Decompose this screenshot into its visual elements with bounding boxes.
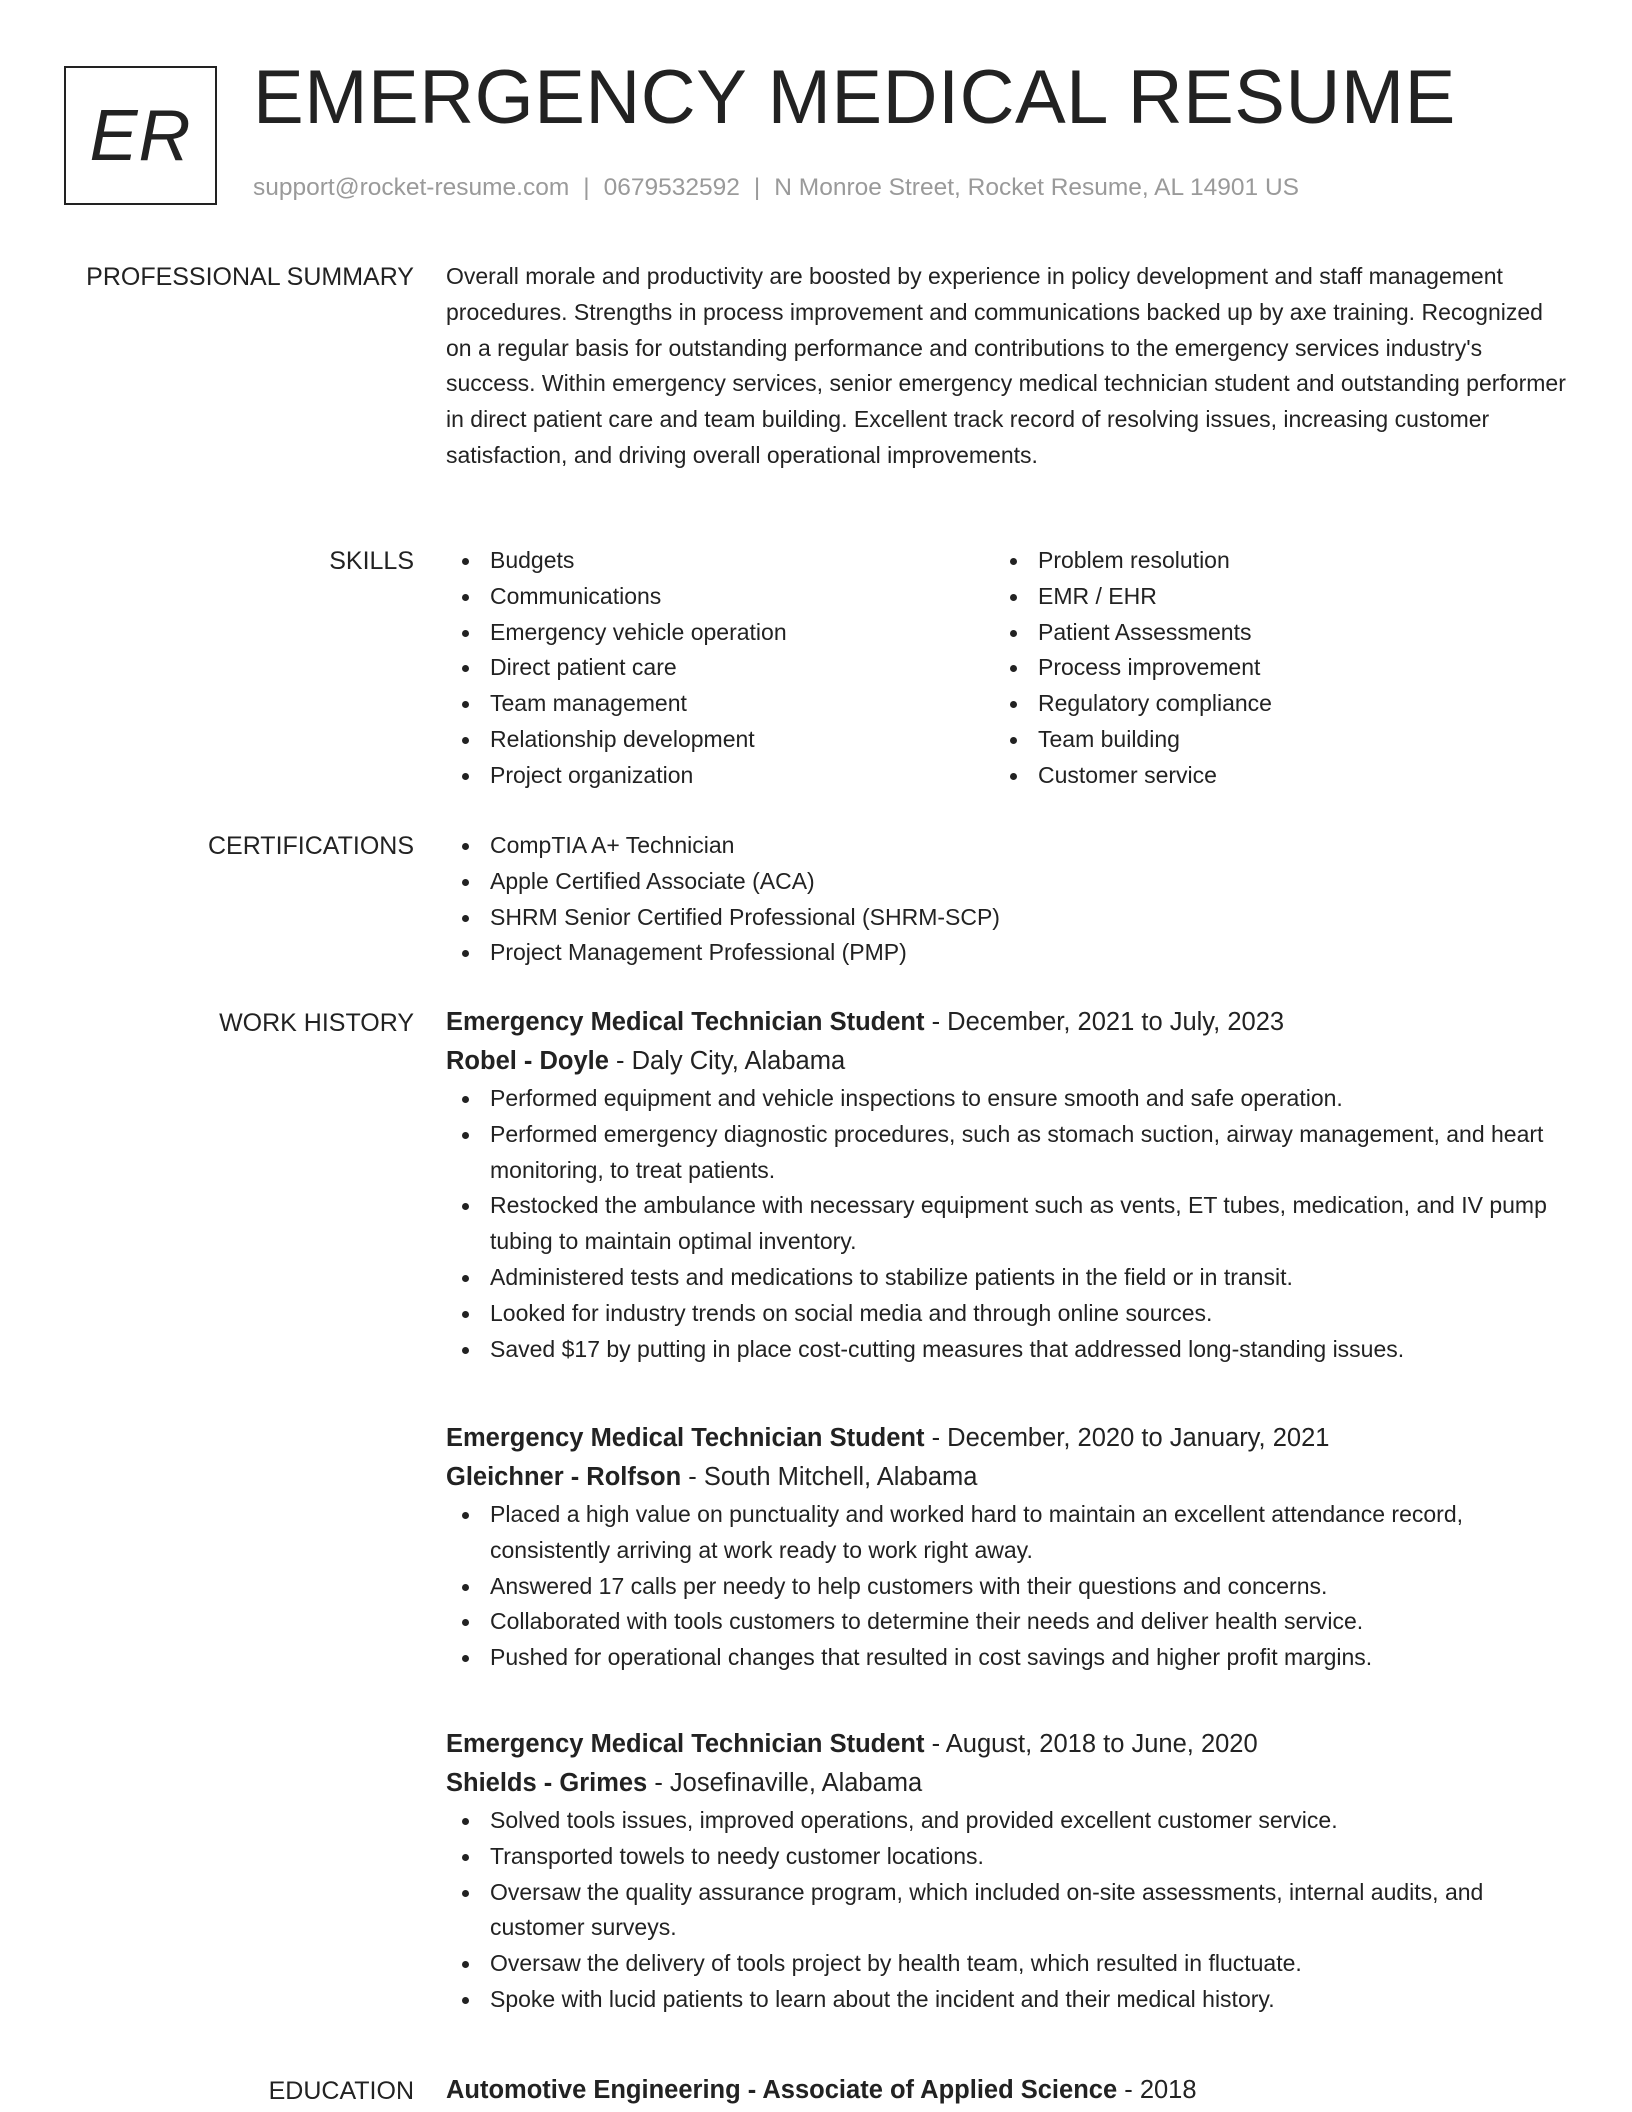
job-company-line bbox=[446, 1764, 1568, 1803]
skill-item: Regulatory compliance bbox=[994, 686, 1542, 722]
job-title: Emergency Medical Technician Student bbox=[446, 1008, 925, 1036]
contact-separator: | bbox=[583, 174, 590, 201]
job-duty-item: Oversaw the delivery of tools project by health team, which resulted in fluctuate. bbox=[446, 1946, 1568, 1982]
job-duties-list bbox=[446, 1081, 1568, 1367]
job-title-line bbox=[446, 1419, 1568, 1458]
job-title-line bbox=[446, 1003, 1568, 1042]
skill-item: Relationship development bbox=[446, 722, 994, 758]
job-duties-list bbox=[446, 1497, 1568, 1676]
job-duty-item: Spoke with lucid patients to learn about the incident and their medical history. bbox=[446, 1982, 1568, 2018]
education-line bbox=[446, 2071, 1568, 2110]
job-title-line bbox=[446, 1725, 1568, 1764]
certifications-body bbox=[446, 828, 1568, 971]
skill-item: Customer service bbox=[994, 758, 1542, 794]
certification-item: CompTIA A+ Technician bbox=[446, 828, 1568, 864]
skill-item: Budgets bbox=[446, 543, 994, 579]
job-duty-item: Pushed for operational changes that resulted in cost savings and higher profit margins. bbox=[446, 1640, 1568, 1676]
skill-item: Team management bbox=[446, 686, 994, 722]
section-label-education: EDUCATION bbox=[268, 2077, 414, 2105]
summary-text: Overall morale and productivity are boosted by experience in policy development and staff management procedures. Strengths in process improvement and communications backed up by axe training. Recognized on a regular basis for outstanding performance and contributions to the emergency services industry's success. Within emergency services, senior emergency medical technician student and outstanding performer in direct patient care and team building. Excellent track record of resolving issues, increasing customer satisfaction, and driving overall operational improvements. bbox=[446, 263, 1566, 468]
job-company: Gleichner - Rolfson bbox=[446, 1463, 682, 1491]
skills-columns bbox=[446, 543, 1568, 794]
skill-item: Patient Assessments bbox=[994, 615, 1542, 651]
section-label-summary: PROFESSIONAL SUMMARY bbox=[86, 263, 414, 291]
job-dates: - December, 2021 to July, 2023 bbox=[924, 1008, 1285, 1036]
skills-list-left bbox=[446, 543, 994, 794]
certification-item: SHRM Senior Certified Professional (SHRM-SCP) bbox=[446, 900, 1568, 936]
contact-phone[interactable]: 0679532592 bbox=[603, 174, 740, 201]
contact-separator: | bbox=[753, 174, 761, 201]
monogram-logo: ER bbox=[64, 66, 217, 205]
job-duty-item: Answered 17 calls per needy to help customers with their questions and concerns. bbox=[446, 1569, 1568, 1605]
skill-item: Communications bbox=[446, 579, 994, 615]
skill-item: Team building bbox=[994, 722, 1542, 758]
contact-line bbox=[253, 174, 1299, 202]
job-location: - Josefinaville, Alabama bbox=[647, 1769, 923, 1797]
education-year: - 2018 bbox=[1117, 2076, 1197, 2104]
job-title: Emergency Medical Technician Student bbox=[446, 1730, 925, 1758]
section-label-skills: SKILLS bbox=[329, 547, 414, 575]
job-company: Shields - Grimes bbox=[446, 1769, 648, 1797]
job-title: Emergency Medical Technician Student bbox=[446, 1424, 925, 1452]
certifications-list bbox=[446, 828, 1568, 971]
job-company-line bbox=[446, 1042, 1568, 1081]
job-location: - Daly City, Alabama bbox=[608, 1047, 846, 1075]
job-duty-item: Collaborated with tools customers to determine their needs and deliver health service. bbox=[446, 1604, 1568, 1640]
job-dates: - August, 2018 to June, 2020 bbox=[924, 1730, 1258, 1758]
job-duty-item: Performed equipment and vehicle inspections to ensure smooth and safe operation. bbox=[446, 1081, 1568, 1117]
skill-item: Emergency vehicle operation bbox=[446, 615, 994, 651]
job-duty-item: Oversaw the quality assurance program, which included on-site assessments, internal audits, and customer surveys. bbox=[446, 1875, 1568, 1947]
contact-email[interactable]: support@rocket-resume.com bbox=[253, 174, 570, 201]
skill-item: Problem resolution bbox=[994, 543, 1542, 579]
skill-item: Process improvement bbox=[994, 650, 1542, 686]
job-duty-item: Looked for industry trends on social media and through online sources. bbox=[446, 1296, 1568, 1332]
skills-list-right bbox=[994, 543, 1542, 794]
education-degree: Automotive Engineering - Associate of Applied Science bbox=[446, 2076, 1118, 2104]
job-company: Robel - Doyle bbox=[446, 1047, 609, 1075]
section-label-certifications: CERTIFICATIONS bbox=[207, 832, 414, 860]
skill-item: Project organization bbox=[446, 758, 994, 794]
job-location: - South Mitchell, Alabama bbox=[681, 1463, 978, 1491]
education-body bbox=[446, 2071, 1568, 2110]
certification-item: Project Management Professional (PMP) bbox=[446, 935, 1568, 971]
skill-item: EMR / EHR bbox=[994, 579, 1542, 615]
job-duty-item: Performed emergency diagnostic procedures, such as stomach suction, airway management, and heart monitoring, to treat patients. bbox=[446, 1117, 1568, 1189]
job-entry bbox=[446, 1419, 1568, 1676]
resume-title: EMERGENCY MEDICAL RESUME bbox=[253, 55, 1456, 140]
section-label-work-history: WORK HISTORY bbox=[219, 1009, 414, 1037]
job-dates: - December, 2020 to January, 2021 bbox=[924, 1424, 1330, 1452]
contact-address: N Monroe Street, Rocket Resume, AL 14901 US bbox=[774, 174, 1300, 201]
job-duty-item: Placed a high value on punctuality and worked hard to maintain an excellent attendance record, consistently arriving at work ready to work right away. bbox=[446, 1497, 1568, 1569]
job-duty-item: Solved tools issues, improved operations, and provided excellent customer service. bbox=[446, 1803, 1568, 1839]
job-duty-item: Transported towels to needy customer locations. bbox=[446, 1839, 1568, 1875]
certification-item: Apple Certified Associate (ACA) bbox=[446, 864, 1568, 900]
job-company-line bbox=[446, 1458, 1568, 1497]
job-entry bbox=[446, 1003, 1568, 1367]
job-duty-item: Administered tests and medications to stabilize patients in the field or in transit. bbox=[446, 1260, 1568, 1296]
job-duty-item: Restocked the ambulance with necessary equipment such as vents, ET tubes, medication, and IV pump tubing to maintain optimal inventory. bbox=[446, 1188, 1568, 1260]
job-duties-list bbox=[446, 1803, 1568, 2018]
job-duty-item: Saved $17 by putting in place cost-cutting measures that addressed long-standing issues. bbox=[446, 1332, 1568, 1368]
skill-item: Direct patient care bbox=[446, 650, 994, 686]
job-entry bbox=[446, 1725, 1568, 2018]
